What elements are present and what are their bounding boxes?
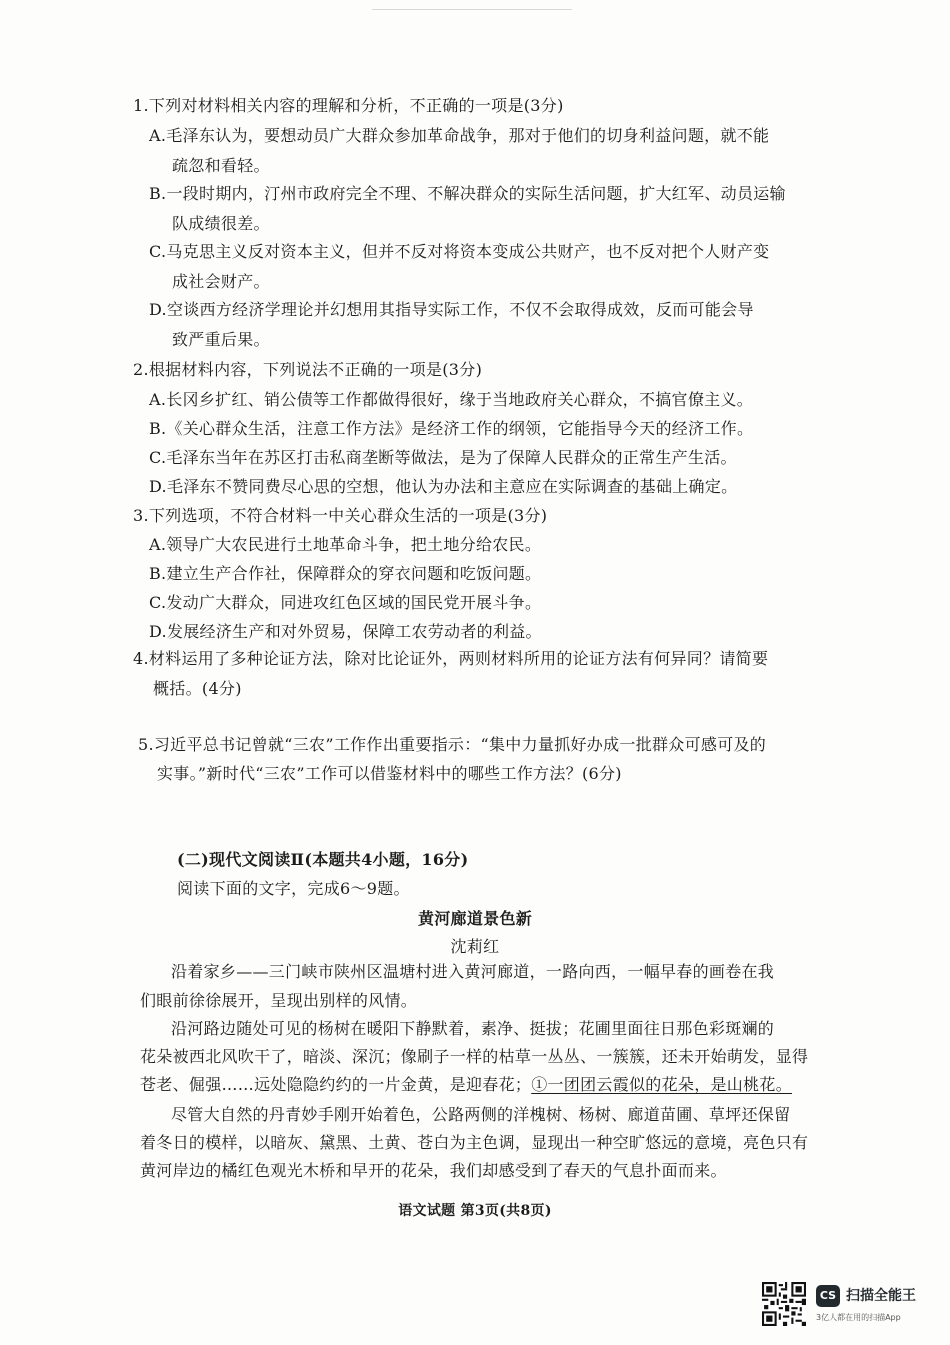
q2-option-d: D.毛泽东不赞同费尽心思的空想，他认为办法和主意应在实际调查的基础上确定。 <box>149 477 738 496</box>
q1-option-a: A.毛泽东认为，要想动员广大群众参加革命战争，那对于他们的切身利益问题，就不能 <box>149 126 770 145</box>
scan-edge-mark <box>372 9 572 10</box>
article-paragraph-2-cont: 花朵被西北风吹干了，暗淡、深沉；像刷子一样的枯草一丛丛、一簇簇，还未开始萌发，显得 <box>140 1047 809 1066</box>
q3-option-c: C.发动广大群众，同进攻红色区域的国民党开展斗争。 <box>149 593 542 612</box>
q3-option-b: B.建立生产合作社，保障群众的穿衣问题和吃饭问题。 <box>149 564 542 583</box>
camscanner-tagline: 3亿人都在用的扫描App <box>816 1313 901 1322</box>
article-paragraph-1-cont: 们眼前徐徐展开，呈现出别样的风情。 <box>140 991 418 1010</box>
q5-stem: 5.习近平总书记曾就“三农”工作作出重要指示：“集中力量抓好办成一批群众可感可及的 <box>138 735 767 754</box>
q1-option-d: D.空谈西方经济学理论并幻想用其指导实际工作，不仅不会取得成效，反而可能会导 <box>149 300 754 319</box>
section-instruction: 阅读下面的文字，完成6～9题。 <box>177 879 410 898</box>
underlined-sentence-1: ①一团团云霞似的花朵，是山桃花。 <box>531 1075 793 1094</box>
camscanner-logo-icon: CS <box>816 1285 840 1307</box>
q2-stem: 2.根据材料内容，下列说法不正确的一项是(3分) <box>133 360 483 379</box>
q1-option-b: B.一段时期内，汀州市政府完全不理、不解决群众的实际生活问题，扩大红军、动员运输 <box>149 184 786 203</box>
article-paragraph-2-cont2 <box>140 1075 792 1095</box>
article-paragraph-2: 沿河路边随处可见的杨树在暖阳下静默着，素净、挺拔；花圃里面往日那色彩斑斓的 <box>171 1019 775 1038</box>
section-heading: (二)现代文阅读Ⅱ(本题共4小题，16分) <box>177 850 469 869</box>
camscanner-name: 扫描全能王 <box>846 1288 916 1304</box>
q3-option-d: D.发展经济生产和对外贸易，保障工农劳动者的利益。 <box>149 622 542 641</box>
q2-option-a: A.长冈乡扩红、销公债等工作都做得很好，缘于当地政府关心群众，不搞官僚主义。 <box>149 390 754 409</box>
q4-stem-cont: 概括。(4分) <box>153 679 242 698</box>
q1-stem: 1.下列对材料相关内容的理解和分析，不正确的一项是(3分) <box>133 96 564 115</box>
article-text: 苍老、倔强……远处隐隐约约的一片金黄，是迎春花； <box>140 1075 532 1094</box>
q4-stem: 4.材料运用了多种论证方法，除对比论证外，两则材料所用的论证方法有何异同？请简要 <box>133 649 769 668</box>
article-paragraph-3-cont2: 黄河岸边的橘红色观光木桥和早开的花朵，我们却感受到了春天的气息扑面而来。 <box>140 1161 727 1180</box>
article-paragraph-3-cont: 着冬日的模样，以暗灰、黛黑、土黄、苍白为主色调，显现出一种空旷悠远的意境，亮色只有 <box>140 1133 809 1152</box>
q2-option-b: B.《关心群众生活，注意工作方法》是经济工作的纲领，它能指导今天的经济工作。 <box>149 419 754 438</box>
q1-option-c-cont: 成社会财产。 <box>172 272 270 291</box>
q2-option-c: C.毛泽东当年在苏区打击私商垄断等做法，是为了保障人民群众的正常生产生活。 <box>149 448 737 467</box>
q1-option-c: C.马克思主义反对资本主义，但并不反对将资本变成公共财产，也不反对把个人财产变 <box>149 242 770 261</box>
q1-option-a-cont: 疏忽和看轻。 <box>172 156 270 175</box>
article-author: 沈莉红 <box>450 937 500 956</box>
q1-option-d-cont: 致严重后果。 <box>172 330 270 349</box>
q1-option-b-cont: 队成绩很差。 <box>172 214 270 233</box>
article-paragraph-3: 尽管大自然的丹青妙手刚开始着色，公路两侧的洋槐树、杨树、廊道苗圃、草坪还保留 <box>171 1105 791 1124</box>
page-footer: 语文试题 第3页(共8页) <box>398 1203 552 1219</box>
article-title: 黄河廊道景色新 <box>417 909 533 928</box>
qr-code-icon <box>762 1282 806 1326</box>
article-paragraph-1: 沿着家乡——三门峡市陕州区温塘村进入黄河廊道，一路向西，一幅早春的画卷在我 <box>171 962 775 981</box>
q3-option-a: A.领导广大农民进行土地革命斗争，把土地分给农民。 <box>149 535 542 554</box>
q5-stem-cont: 实事。”新时代“三农”工作可以借鉴材料中的哪些工作方法？(6分) <box>157 764 622 783</box>
q3-stem: 3.下列选项，不符合材料一中关心群众生活的一项是(3分) <box>133 506 548 525</box>
